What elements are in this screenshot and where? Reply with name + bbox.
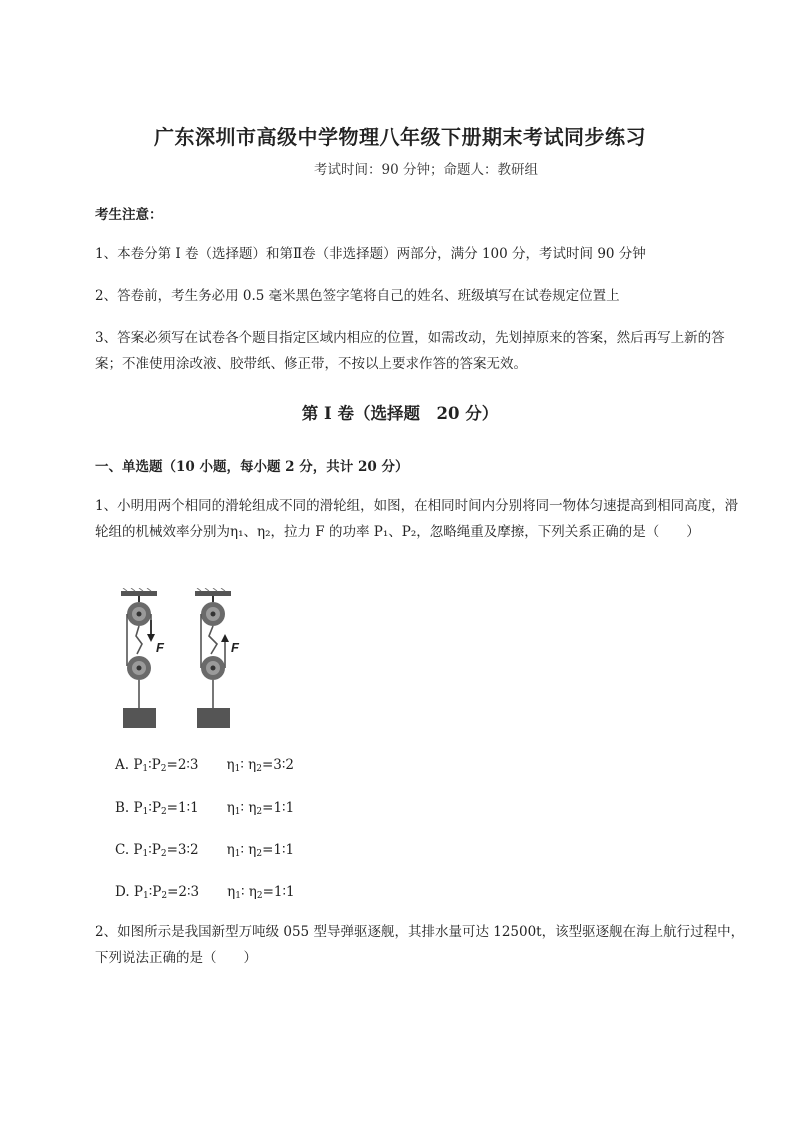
- part-heading: 一、单选题（10 小题，每小题 2 分，共计 20 分）: [95, 459, 409, 475]
- option-b[interactable]: B. $P_1∶P_2=1∶1$ $\eta_1∶$ $\eta_2=1∶1$: [115, 800, 295, 817]
- exam-subtitle: 考试时间：90 分钟；命题人：教研组: [314, 162, 538, 178]
- force-label-left: F: [156, 640, 164, 655]
- pulley-system-left: [121, 588, 165, 728]
- section-title: 第 I 卷（选择题 20 分）: [301, 404, 499, 423]
- force-label-right: F: [231, 640, 239, 655]
- notice-item: 1、本卷分第 I 卷（选择题）和第Ⅱ卷（非选择题）两部分，满分 100 分，考试时间 90 分钟: [95, 246, 646, 262]
- question-2-text: 2、如图所示是我国新型万吨级 055 型导弹驱逐舰，其排水量可达 12500t，该型驱逐舰在海上航行过程中，下列说法正确的是（ ）: [95, 924, 745, 966]
- question-1-text: 1、小明用两个相同的滑轮组成不同的滑轮组，如图，在相同时间内分别将同一物体匀速提高到相同高度，滑轮组的机械效率分别为η₁、η₂，拉力 F 的功率 P₁、P₂，忽略绳重及摩擦，下列关系正确的是（ ）: [95, 498, 739, 540]
- notice-heading: 考生注意：: [95, 207, 163, 223]
- pulley-figure: [113, 588, 253, 730]
- page-title: 广东深圳市高级中学物理八年级下册期末考试同步练习: [154, 125, 646, 149]
- notice-item: 3、答案必须写在试卷各个题目指定区域内相应的位置，如需改动，先划掉原来的答案，然后再写上新的答案；不准使用涂改液、胶带纸、修正带，不按以上要求作答的答案无效。: [95, 330, 725, 372]
- option-d[interactable]: D. $P_1∶P_2=2∶3$ $\eta_1∶$ $\eta_2=1∶1$: [115, 884, 295, 901]
- option-a[interactable]: A. $P_1∶P_2=2∶3$ $\eta_1∶$ $\eta_2=3∶2$: [115, 757, 294, 774]
- notice-item: 2、答卷前，考生务必用 0.5 毫米黑色签字笔将自己的姓名、班级填写在试卷规定位置上: [95, 288, 620, 304]
- option-c[interactable]: C. $P_1∶P_2=3∶2$ $\eta_1∶$ $\eta_2=1∶1$: [115, 842, 295, 859]
- pulley-system-right: [195, 588, 240, 728]
